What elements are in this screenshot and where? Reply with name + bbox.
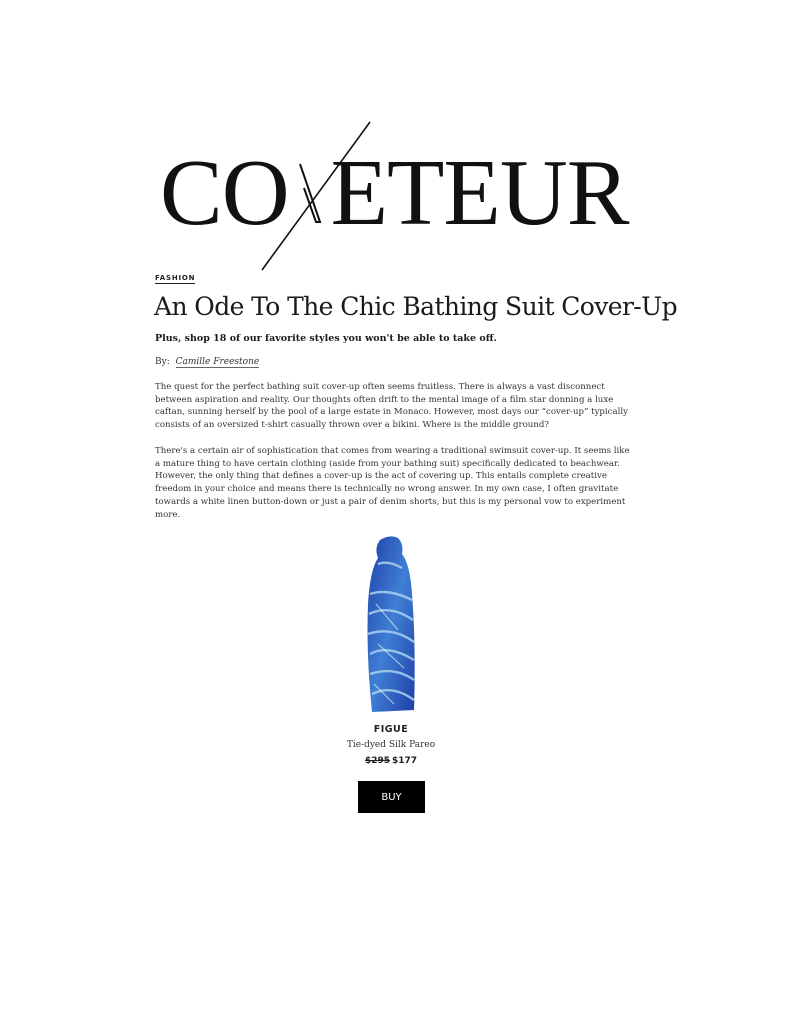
byline-prefix: By:: [155, 357, 170, 367]
original-price: $295: [364, 756, 390, 766]
article-paragraph: The quest for the perfect bathing suit cover-up often seems fruitless. There is always a vast disconnect between aspiration and reality. Our thoughts often drift to the mental image of a film star donning a luxe caftan, sunning herself by the pool of a large estate in Monaco. However, most days our “cover-up” typically consists of an oversized t-shirt casually thrown over a bikini. Where is the middle ground?: [155, 382, 628, 431]
author-link[interactable]: Camille Freestone: [175, 357, 260, 367]
article-paragraph: There's a certain air of sophistication that comes from wearing a traditional swimsuit cover-up. It seems like a mature thing to have certain clothing (aside from your bathing suit) specifically dedicated to beachwear. However, the only thing that defines a cover-up is the act of covering up. This entails complete creative freedom in your choice and means there is technically no wrong answer. In my own case, I often gravitate towards a white linen button-down or just a pair of denim shorts, but this is my personal vow to experiment more.: [155, 446, 630, 520]
product-brand: FIGUE: [373, 724, 409, 735]
logo-slash-mark: [160, 118, 630, 278]
product-image[interactable]: [358, 534, 426, 714]
logo-wordmark: CO ETEUR: [160, 141, 629, 245]
section-tag-fashion[interactable]: FASHION: [155, 274, 196, 282]
product-card: [300, 530, 482, 820]
buy-button[interactable]: BUY: [358, 781, 425, 813]
byline: [155, 357, 259, 367]
product-price: [300, 756, 482, 766]
product-name: Tie-dyed Silk Pareo: [346, 740, 436, 750]
sale-price: $177: [392, 756, 418, 766]
article-headline: An Ode To The Chic Bathing Suit Cover-Up: [154, 292, 678, 321]
coveteur-logo[interactable]: [160, 118, 630, 278]
article-dek: Plus, shop 18 of our favorite styles you won't be able to take off.: [155, 333, 497, 344]
